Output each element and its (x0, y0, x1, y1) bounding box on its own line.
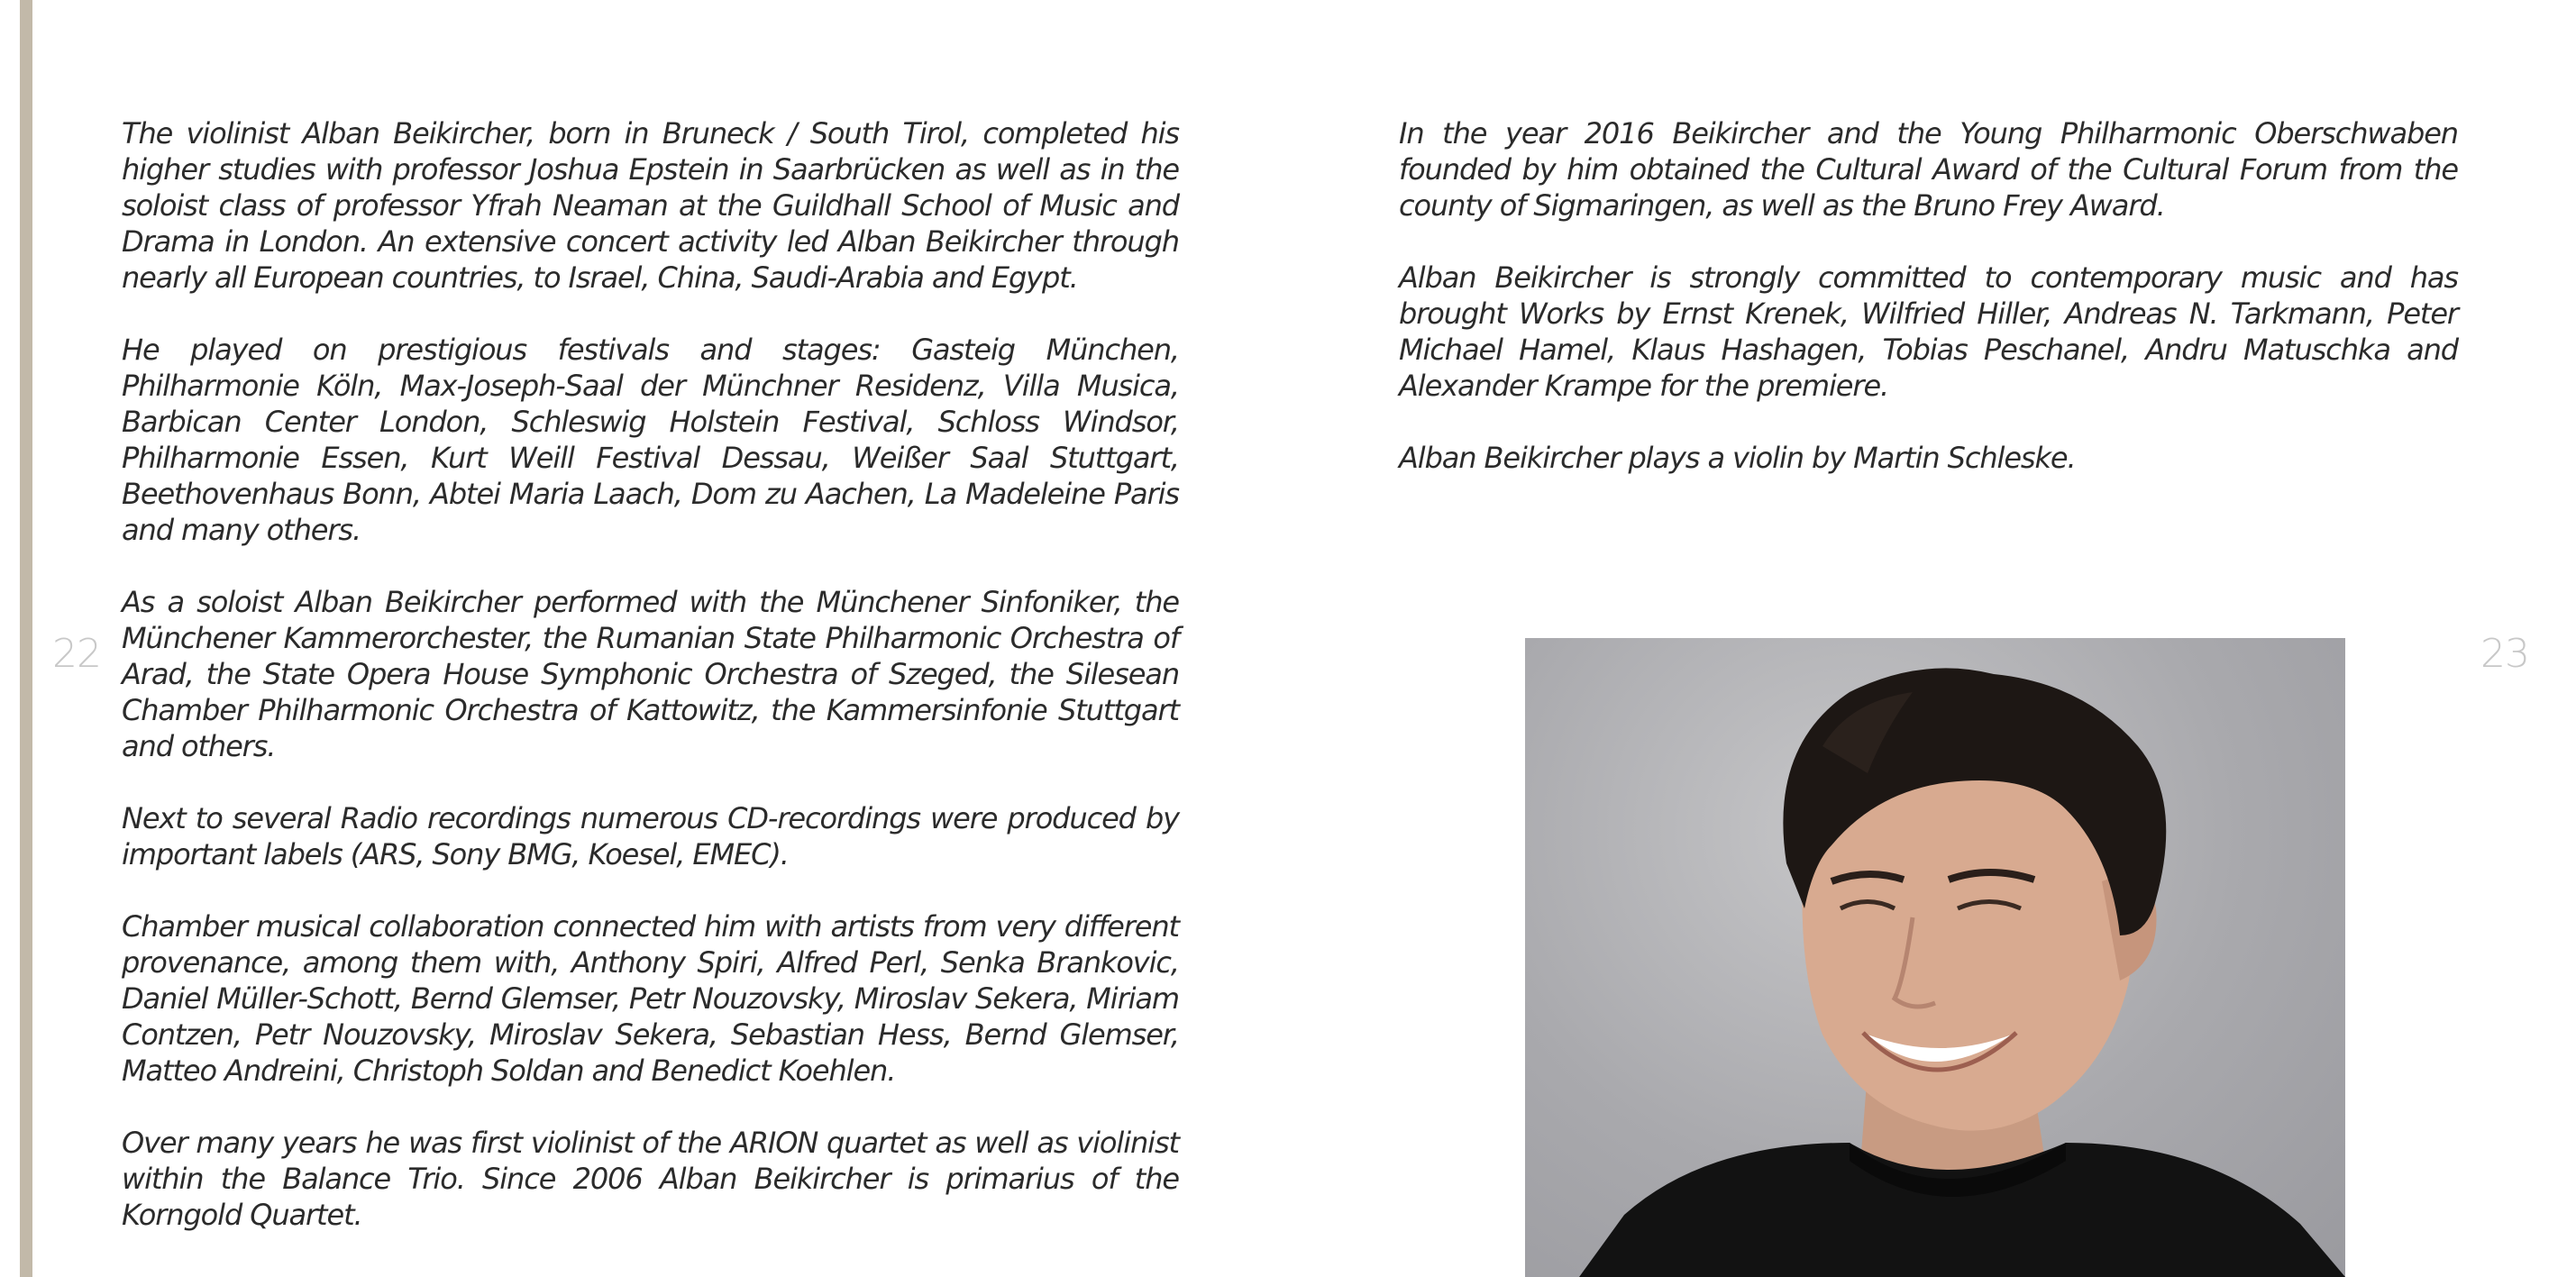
paragraph-festivals: He played on prestigious festivals and stages: Gasteig München, Philharmonie Köln, Max-Joseph-Saal der Münchner Residenz, Villa Musica, Barbican Center London, Schleswig Holstein Festival, Schloss Windsor, Philharmonie Essen, Kurt Weill Festival Dessau, Weißer Saal Stuttgart, Beethovenhaus Bonn, Abtei Maria Laach, Dom zu Aachen, La Madeleine Paris and many others. (122, 333, 1179, 547)
left-text-column (122, 115, 1179, 1269)
paragraph-chamber-music: Chamber musical collaboration connected him with artists from very different provenance, among them with, Anthony Spiri, Alfred Perl, Senka Brankovic, Daniel Müller-Schott, Bernd Glemser, Petr Nouzovsky, Miroslav Sekera, Miriam Contzen, Petr Nouzovsky, Miroslav Sekera, Sebastian Hess, Bernd Glemser, Matteo Andreini, Christoph Soldan and Benedict Koehlen. (122, 909, 1179, 1088)
paragraph-contemporary-music: Alban Beikircher is strongly committed to contemporary music and has brought Works by Ernst Krenek, Wilfried Hiller, Andreas N. Tarkmann, Peter Michael Hamel, Klaus Hashagen, Tobias Peschanel, Andru Matuschka and Alexander Krampe for the premiere. (1399, 260, 2458, 403)
paragraph-recordings: Next to several Radio recordings numerous CD-recordings were produced by important labels (ARS, Sony BMG, Koesel, EMEC). (122, 801, 1179, 871)
right-text-column (1399, 115, 2458, 512)
portrait-illustration (1525, 638, 2345, 1277)
page-number-right: 23 (2480, 631, 2529, 677)
paragraph-soloist: As a soloist Alban Beikircher performed with the Münchener Sinfoniker, the Münchener Kammerorchester, the Rumanian State Philharmonic Orchestra of Arad, the State Opera House Symphonic Orchestra of Szeged, the Silesean Chamber Philharmonic Orchestra of Kattowitz, the Kammersinfonie Stuttgart and others. (122, 585, 1179, 763)
paragraph-quartets: Over many years he was first violinist of the ARION quartet as well as violinist within the Balance Trio. Since 2006 Alban Beikircher is primarius of the Korngold Quartet. (122, 1126, 1179, 1232)
portrait-photo (1525, 638, 2345, 1277)
paragraph-violin: Alban Beikircher plays a violin by Martin Schleske. (1399, 441, 2076, 475)
paragraph-biography-intro: The violinist Alban Beikircher, born in Bruneck / South Tirol, completed his higher studies with professor Joshua Epstein in Saarbrücken as well as in the soloist class of professor Yfrah Neaman at the Guildhall School of Music and Drama in London. An extensive concert activity led Alban Beikircher through nearly all European countries, to Israel, China, Saudi-Arabia and Egypt. (122, 116, 1179, 295)
paragraph-awards: In the year 2016 Beikircher and the Young Philharmonic Oberschwaben founded by him obtained the Cultural Award of the Cultural Forum from the county of Sigmaringen, as well as the Bruno Frey Award. (1399, 116, 2458, 223)
page-number-left: 22 (52, 631, 101, 677)
page-spine (20, 0, 32, 1277)
